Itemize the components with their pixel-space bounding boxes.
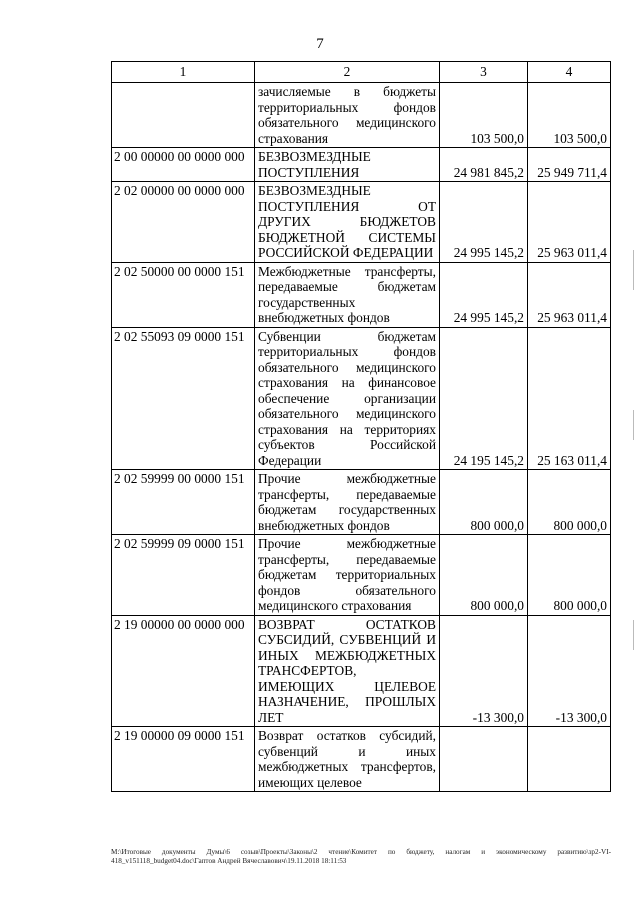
table-row <box>112 262 611 327</box>
row-value-col4: 800 000,0 <box>528 470 611 535</box>
row-name: Межбюджетные трансферты, передаваемые бюджетам государственных внебюджетных фондов <box>255 262 440 327</box>
row-value-col4: 25 963 011,4 <box>528 262 611 327</box>
row-name: Прочие межбюджетные трансферты, передаваемые бюджетам территориальных фондов обязательного медицинского страхования <box>255 535 440 616</box>
row-value-col3: 800 000,0 <box>440 470 528 535</box>
row-value-col4: 25 163 011,4 <box>528 327 611 470</box>
row-value-col3: 24 995 145,2 <box>440 182 528 263</box>
row-value-col3 <box>440 727 528 792</box>
header-col-1: 1 <box>112 62 255 83</box>
row-code: 2 02 59999 09 0000 151 <box>112 535 255 616</box>
row-value-col4: 25 963 011,4 <box>528 182 611 263</box>
table-row <box>112 182 611 263</box>
row-value-col3: -13 300,0 <box>440 615 528 727</box>
row-value-col4 <box>528 727 611 792</box>
table-row <box>112 615 611 727</box>
row-code <box>112 83 255 148</box>
row-code: 2 02 00000 00 0000 000 <box>112 182 255 263</box>
table-row <box>112 470 611 535</box>
row-name: зачисляемые в бюджеты территориальных фондов обязательного медицинского страхования <box>255 83 440 148</box>
table-row <box>112 148 611 182</box>
header-col-4: 4 <box>528 62 611 83</box>
row-code: 2 19 00000 09 0000 151 <box>112 727 255 792</box>
page-number: 7 <box>316 36 324 52</box>
row-name: ВОЗВРАТ ОСТАТКОВ СУБСИДИЙ, СУБВЕНЦИЙ И ИНЫХ МЕЖБЮДЖЕТНЫХ ТРАНСФЕРТОВ, ИМЕЮЩИХ ЦЕЛЕВОЕ НАЗНАЧЕНИЕ, ПРОШЛЫХ ЛЕТ <box>255 615 440 727</box>
row-code: 2 00 00000 00 0000 000 <box>112 148 255 182</box>
scan-edge-mark <box>633 250 634 290</box>
row-value-col3: 24 195 145,2 <box>440 327 528 470</box>
scan-edge-mark <box>633 410 634 440</box>
row-value-col4: -13 300,0 <box>528 615 611 727</box>
row-name: Прочие межбюджетные трансферты, передаваемые бюджетам государственных внебюджетных фондов <box>255 470 440 535</box>
header-col-2: 2 <box>255 62 440 83</box>
table-header-row <box>112 62 611 83</box>
table-row <box>112 327 611 470</box>
row-value-col3: 24 995 145,2 <box>440 262 528 327</box>
row-code: 2 02 59999 00 0000 151 <box>112 470 255 535</box>
header-col-3: 3 <box>440 62 528 83</box>
row-value-col3: 24 981 845,2 <box>440 148 528 182</box>
scan-edge-mark <box>633 620 634 650</box>
table-row <box>112 535 611 616</box>
row-name: БЕЗВОЗМЕЗДНЫЕ ПОСТУПЛЕНИЯ <box>255 148 440 182</box>
table-row <box>112 727 611 792</box>
row-code: 2 02 55093 09 0000 151 <box>112 327 255 470</box>
footer-file-path: M:\Итоговые документы Думы\6 созыв\Проекты\Законы\2 чтение\Комитет по бюджету, налогам и экономическому развитию\зр2-VI-418_v151118_budget04.doc\Гаптов Андрей Вячеславович\19.11.2018 18:11:53 <box>111 848 611 865</box>
row-name: Субвенции бюджетам территориальных фондов обязательного медицинского страхования на финансовое обеспечение организации обязательного медицинского страхования на территориях субъектов Российской Федерации <box>255 327 440 470</box>
row-name: БЕЗВОЗМЕЗДНЫЕ ПОСТУПЛЕНИЯ ОТ ДРУГИХ БЮДЖЕТОВ БЮДЖЕТНОЙ СИСТЕМЫ РОССИЙСКОЙ ФЕДЕРАЦИИ <box>255 182 440 263</box>
row-code: 2 02 50000 00 0000 151 <box>112 262 255 327</box>
table-row <box>112 83 611 148</box>
row-code: 2 19 00000 00 0000 000 <box>112 615 255 727</box>
row-value-col4: 800 000,0 <box>528 535 611 616</box>
row-value-col3: 800 000,0 <box>440 535 528 616</box>
row-value-col4: 25 949 711,4 <box>528 148 611 182</box>
row-value-col4: 103 500,0 <box>528 83 611 148</box>
budget-table <box>111 61 611 792</box>
row-name: Возврат остатков субсидий, субвенций и иных межбюджетных трансфертов, имеющих целевое <box>255 727 440 792</box>
row-value-col3: 103 500,0 <box>440 83 528 148</box>
